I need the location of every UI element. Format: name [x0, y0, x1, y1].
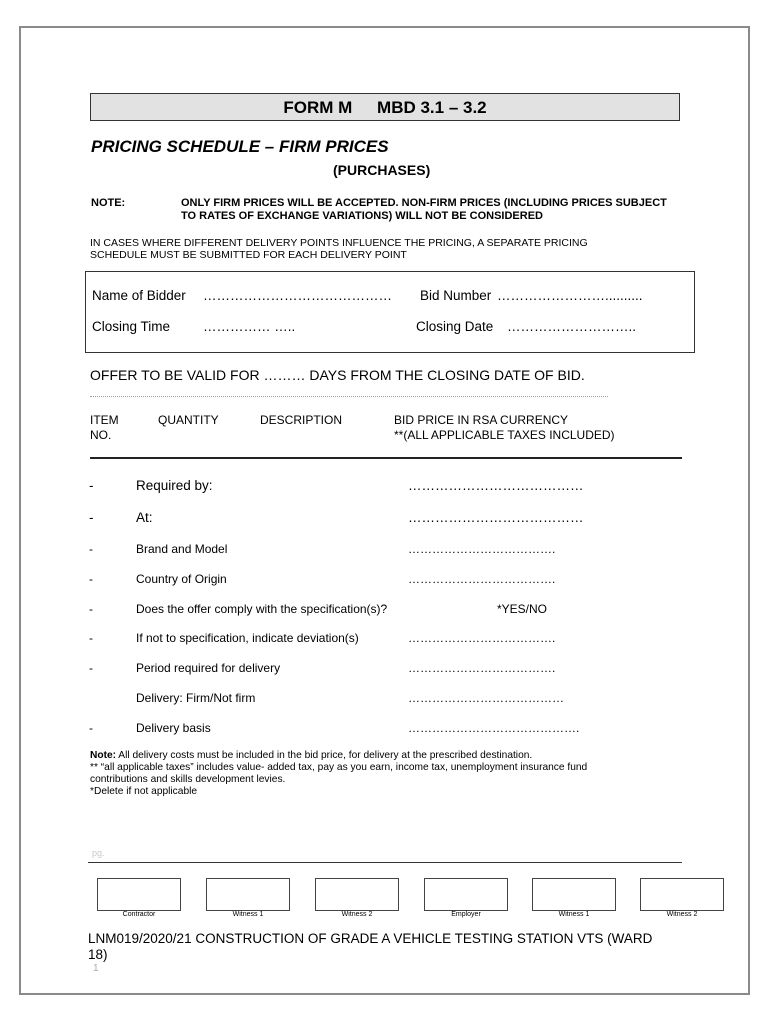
notes-label: Note:: [90, 750, 117, 761]
row-label: Delivery basis: [136, 721, 211, 735]
row-dash: -: [89, 631, 93, 645]
yes-no-option[interactable]: *YES/NO: [497, 602, 548, 616]
closing-date-label: Closing Date: [416, 319, 494, 334]
row-dash: -: [89, 721, 93, 735]
bidder-details-box: [85, 271, 695, 353]
page-marker: pg.: [92, 848, 105, 858]
signature-label: Witness 2: [341, 911, 373, 918]
bid-number-field[interactable]: ……………………..........: [497, 288, 643, 303]
row-value-field[interactable]: ……………………………….: [408, 572, 556, 586]
form-title-left: FORM M: [283, 98, 353, 117]
page-subheading: (PURCHASES): [333, 162, 431, 178]
row-value-field[interactable]: …………………………………: [408, 478, 584, 493]
row-label: Brand and Model: [136, 542, 228, 556]
row-value-field[interactable]: ……………………………….: [408, 542, 556, 556]
signature-label: Witness 1: [558, 911, 590, 918]
signature-label: Witness 2: [666, 911, 698, 918]
offer-divider: [90, 396, 608, 397]
note-line-1: ONLY FIRM PRICES WILL BE ACCEPTED. NON-FIRM PRICES (INCLUDING PRICES SUBJECT: [181, 197, 667, 209]
row-dash: -: [89, 478, 94, 493]
note-label: NOTE:: [91, 197, 126, 209]
note-line-2: TO RATES OF EXCHANGE VARIATIONS) WILL NOT BE CONSIDERED: [181, 210, 543, 222]
row-label: At:: [136, 510, 153, 525]
row-dash: -: [89, 542, 93, 556]
row-value-field[interactable]: …………………………………: [408, 510, 584, 525]
row-label: Delivery: Firm/Not firm: [136, 691, 256, 705]
col-header-description: DESCRIPTION: [260, 413, 343, 427]
project-title-line-1: LNM019/2020/21 CONSTRUCTION OF GRADE A VEHICLE TESTING STATION VTS (WARD: [88, 931, 653, 946]
footer-rule: [88, 862, 682, 863]
row-dash: -: [89, 661, 93, 675]
row-dash: -: [89, 602, 93, 616]
bid-number-label: Bid Number: [420, 288, 492, 303]
form-title-right: MBD 3.1 – 3.2: [377, 98, 487, 117]
bidder-name-label: Name of Bidder: [92, 288, 186, 303]
row-label: Period required for delivery: [136, 661, 281, 675]
project-title-line-2: 18): [88, 947, 108, 962]
row-dash: -: [89, 572, 93, 586]
closing-date-field[interactable]: ………………………..: [507, 319, 637, 334]
col-header-no: NO.: [90, 428, 112, 442]
page-heading: PRICING SCHEDULE – FIRM PRICES: [91, 137, 389, 156]
signature-box-employer[interactable]: [424, 878, 508, 911]
notes-line-3: contributions and skills development levies.: [90, 774, 286, 785]
col-header-item: ITEM: [90, 413, 119, 427]
col-header-taxes: **(ALL APPLICABLE TAXES INCLUDED): [394, 428, 615, 442]
table-header-rule: [90, 457, 682, 459]
offer-validity-text: OFFER TO BE VALID FOR ……… DAYS FROM THE CLOSING DATE OF BID.: [90, 367, 585, 383]
row-label: Required by:: [136, 478, 213, 493]
page-number: 1: [93, 963, 99, 974]
cases-line-2: SCHEDULE MUST BE SUBMITTED FOR EACH DELIVERY POINT: [90, 249, 407, 261]
col-header-quantity: QUANTITY: [158, 413, 219, 427]
bidder-name-field[interactable]: ……………………………………: [203, 288, 392, 303]
row-value-field[interactable]: …………………………………: [408, 691, 564, 705]
notes-block: [90, 750, 587, 798]
signature-box-witness-2b[interactable]: [640, 878, 724, 911]
signature-label: Contractor: [122, 911, 156, 918]
signature-label: Employer: [451, 911, 481, 918]
signature-box-witness-2[interactable]: [315, 878, 399, 911]
notes-line-1: All delivery costs must be included in the bid price, for delivery at the prescribed destination.: [116, 750, 533, 761]
notes-line-4: *Delete if not applicable: [90, 786, 198, 797]
form-title-box: [90, 93, 680, 121]
row-value-field[interactable]: ……………………………….: [408, 631, 556, 645]
cases-line-1: IN CASES WHERE DIFFERENT DELIVERY POINTS INFLUENCE THE PRICING, A SEPARATE PRICING: [90, 237, 588, 249]
row-label: Country of Origin: [136, 572, 227, 586]
signature-label: Witness 1: [232, 911, 264, 918]
signature-box-witness-1b[interactable]: [532, 878, 616, 911]
signature-box-witness-1[interactable]: [206, 878, 290, 911]
row-label: If not to specification, indicate deviation(s): [136, 631, 359, 645]
row-value-field[interactable]: ……………………………….: [408, 661, 556, 675]
notes-line-2: ** “all applicable taxes” includes value- added tax, pay as you earn, income tax, unemployment insurance fund: [90, 762, 588, 773]
signature-box-contractor[interactable]: [97, 878, 181, 911]
row-label: Does the offer comply with the specification(s)?: [136, 602, 388, 616]
row-value-field[interactable]: …………………………………….: [408, 721, 580, 735]
col-header-bid-price: BID PRICE IN RSA CURRENCY: [394, 413, 569, 427]
row-dash: -: [89, 510, 94, 525]
closing-time-label: Closing Time: [92, 319, 171, 334]
closing-time-field[interactable]: …………… …..: [203, 319, 296, 334]
